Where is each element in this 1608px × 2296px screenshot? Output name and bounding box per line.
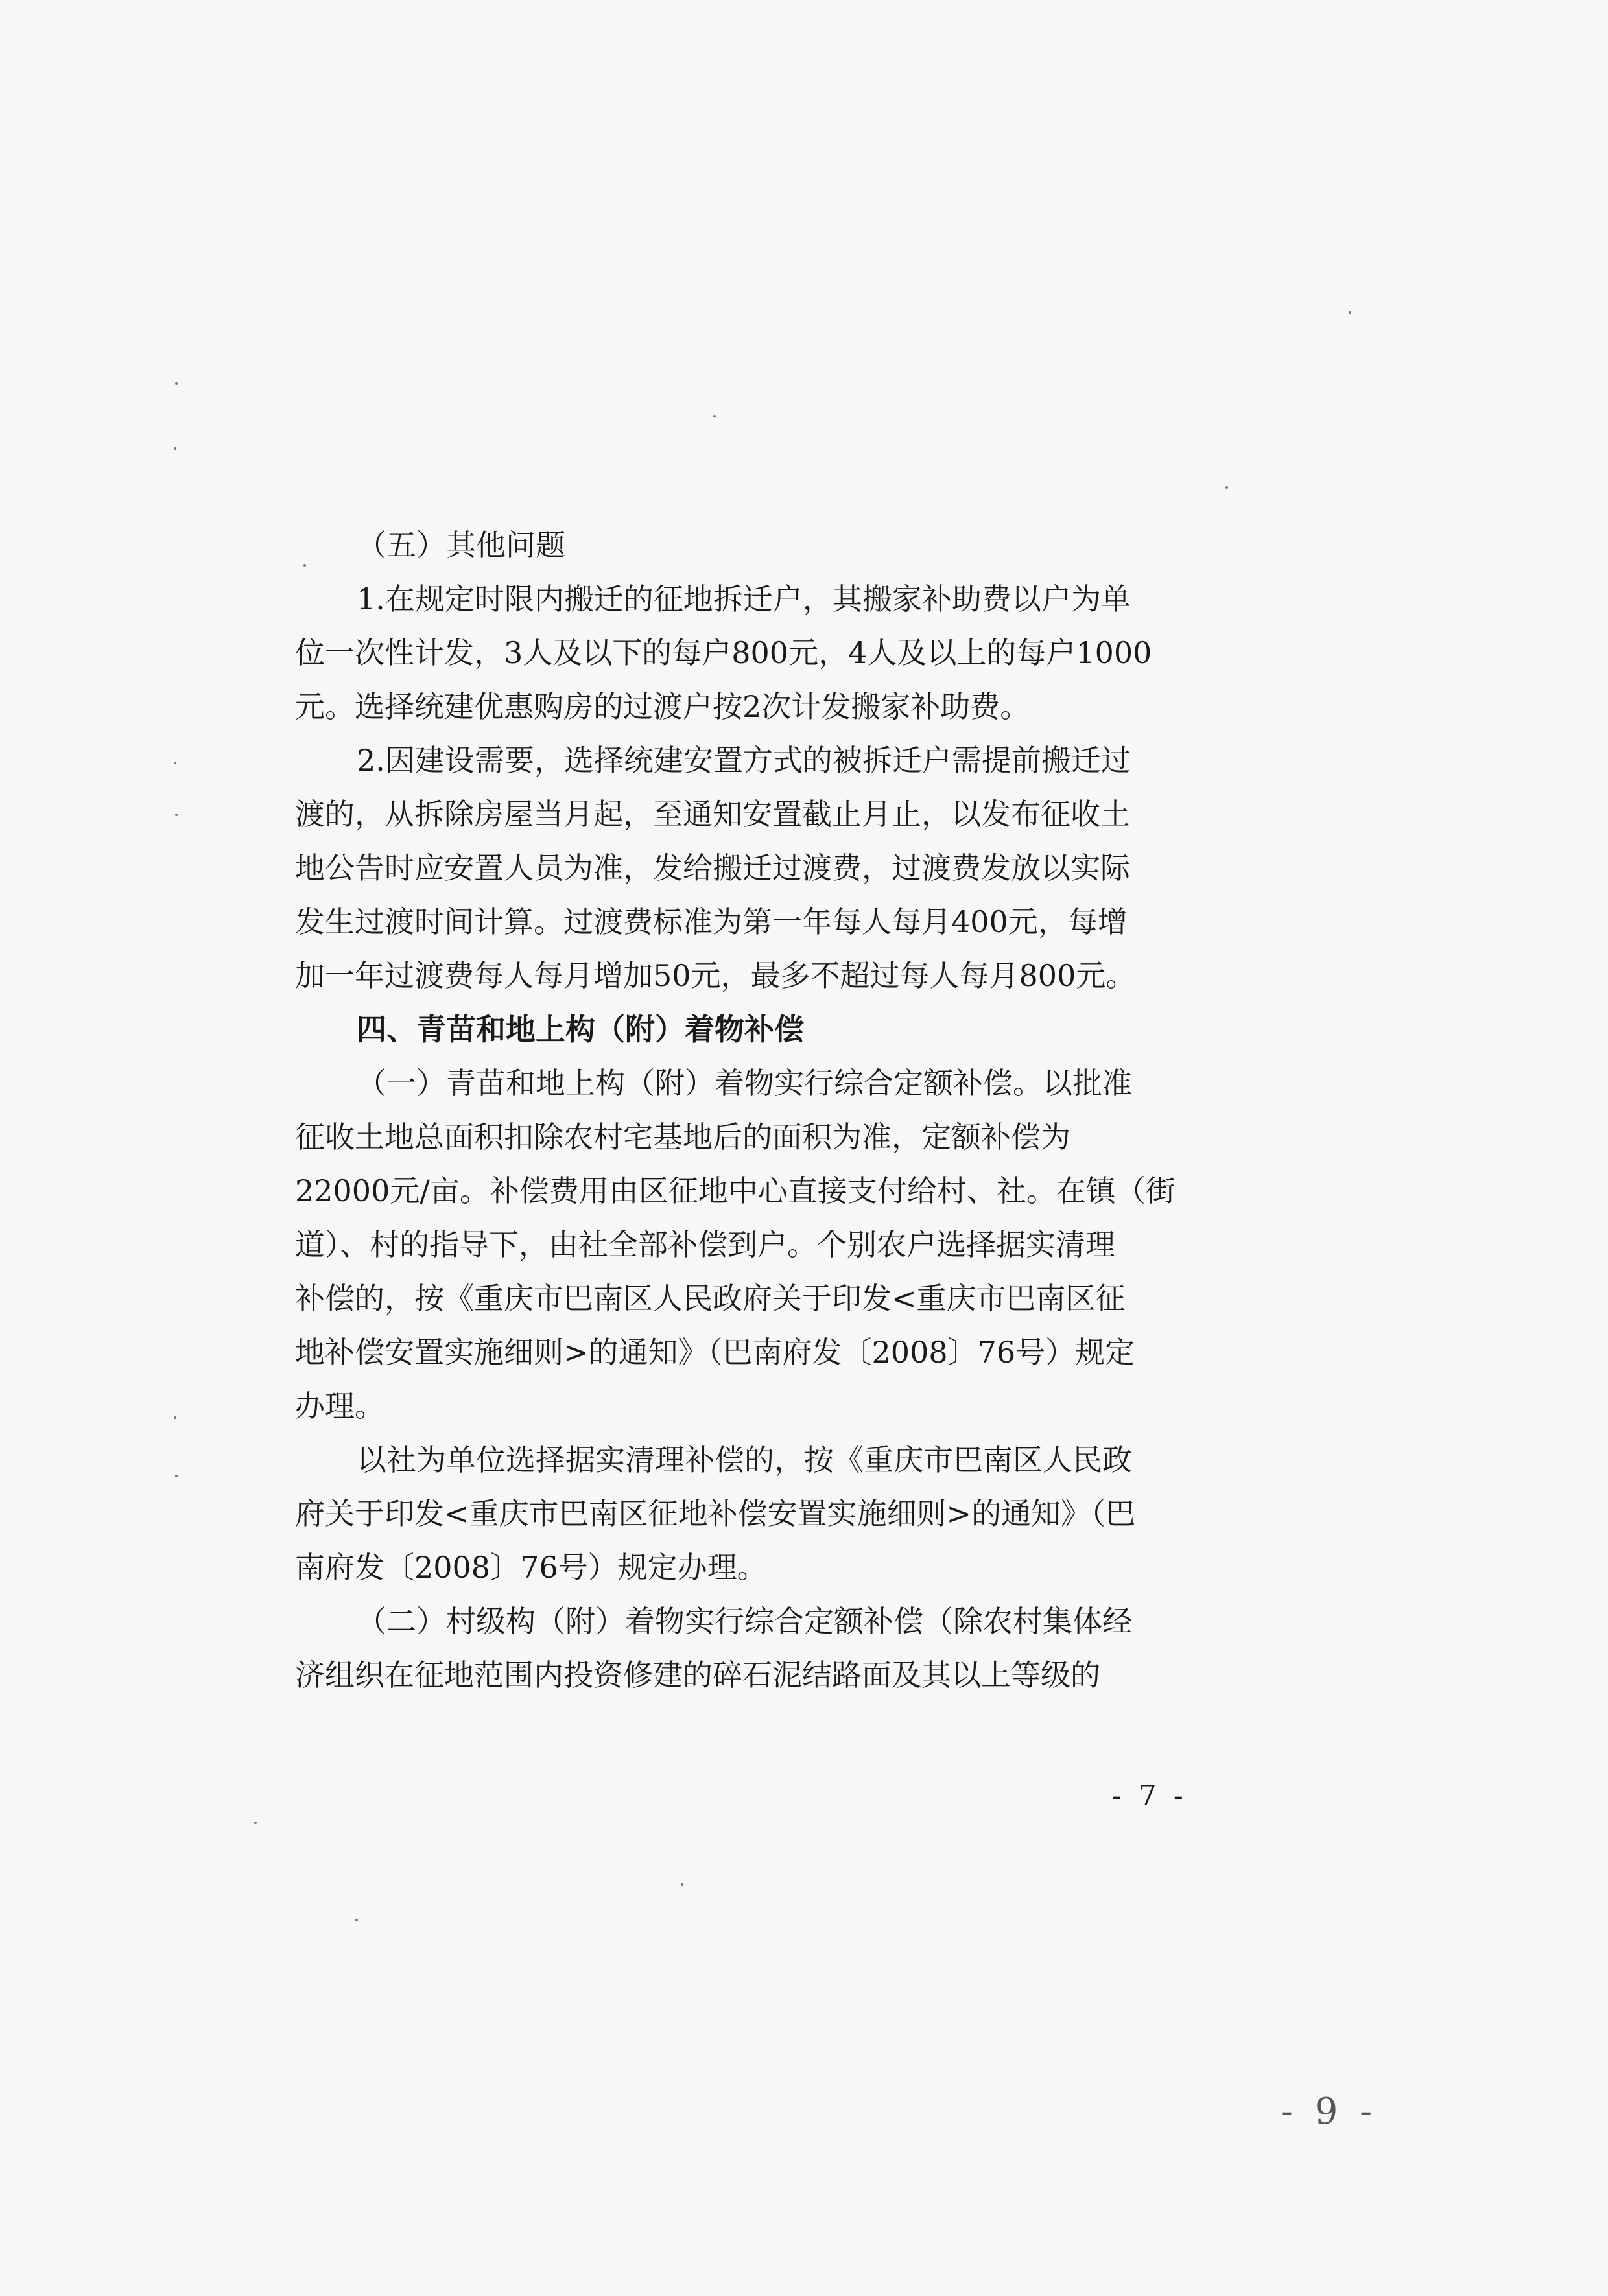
scan-speck xyxy=(1225,486,1228,489)
section-heading: 四、青苗和地上构（附）着物补偿 xyxy=(357,1012,804,1047)
paragraph-line: 以社为单位选择据实清理补偿的，按《重庆市巴南区人民政 xyxy=(357,1442,1132,1477)
paragraph-line: 2.因建设需要，选择统建安置方式的被拆迁户需提前搬迁过 xyxy=(357,743,1131,778)
scan-speck xyxy=(1349,311,1351,314)
paragraph-line: 发生过渡时间计算。过渡费标准为第一年每人每月400元，每增 xyxy=(295,904,1128,939)
paragraph-line: 济组织在征地范围内投资修建的碎石泥结路面及其以上等级的 xyxy=(295,1658,1100,1693)
paragraph-line: 元。选择统建优惠购房的过渡户按2次计发搬家补助费。 xyxy=(295,689,1030,724)
scan-speck xyxy=(174,762,176,764)
paragraph-line: 22000元/亩。补偿费用由区征地中心直接支付给村、社。在镇（街 xyxy=(295,1173,1176,1208)
paragraph-line: 1.在规定时限内搬迁的征地拆迁户，其搬家补助费以户为单 xyxy=(357,581,1131,616)
paragraph-line: 渡的，从拆除房屋当月起，至通知安置截止月止，以发布征收土 xyxy=(295,797,1130,832)
scan-speck xyxy=(254,1822,257,1824)
paragraph-line: 补偿的，按《重庆市巴南区人民政府关于印发<重庆市巴南区征 xyxy=(295,1281,1126,1316)
scan-speck xyxy=(681,1883,683,1886)
paragraph-line: 府关于印发<重庆市巴南区征地补偿安置实施细则>的通知》（巴 xyxy=(295,1496,1136,1531)
inner-page-number: - 7 - xyxy=(1112,1779,1187,1812)
scan-speck xyxy=(175,382,178,385)
paragraph-line: （一）青苗和地上构（附）着物实行综合定额补偿。以批准 xyxy=(357,1066,1132,1101)
paragraph-line: 加一年过渡费每人每月增加50元，最多不超过每人每月800元。 xyxy=(295,958,1136,993)
scan-speck xyxy=(174,447,176,450)
paragraph-line: 位一次性计发，3人及以下的每户800元，4人及以上的每户1000 xyxy=(295,635,1152,670)
scan-speck xyxy=(175,1475,178,1477)
scan-speck xyxy=(175,814,178,816)
scan-speck xyxy=(713,415,716,417)
document-body xyxy=(295,519,1183,1702)
scan-speck xyxy=(355,1919,358,1921)
paragraph-line: 征收土地总面积扣除农村宅基地后的面积为准，定额补偿为 xyxy=(295,1119,1070,1154)
paragraph-line: 地公告时应安置人员为准，发给搬迁过渡费，过渡费发放以实际 xyxy=(295,850,1130,885)
paragraph-line: 办理。 xyxy=(295,1388,384,1423)
paragraph-line: 南府发〔2008〕76号）规定办理。 xyxy=(295,1550,767,1585)
subsection-heading-other-issues: （五）其他问题 xyxy=(357,528,565,563)
paragraph-line: 道）、村的指导下，由社全部补偿到户。个别农户选择据实清理 xyxy=(295,1227,1115,1262)
scan-speck xyxy=(303,564,306,567)
paragraph-line: （二）村级构（附）着物实行综合定额补偿（除农村集体经 xyxy=(357,1604,1132,1639)
paragraph-line: 地补偿安置实施细则>的通知》（巴南府发〔2008〕76号）规定 xyxy=(295,1335,1135,1370)
scan-speck xyxy=(174,1416,176,1419)
outer-page-number: - 9 - xyxy=(1281,2091,1378,2133)
